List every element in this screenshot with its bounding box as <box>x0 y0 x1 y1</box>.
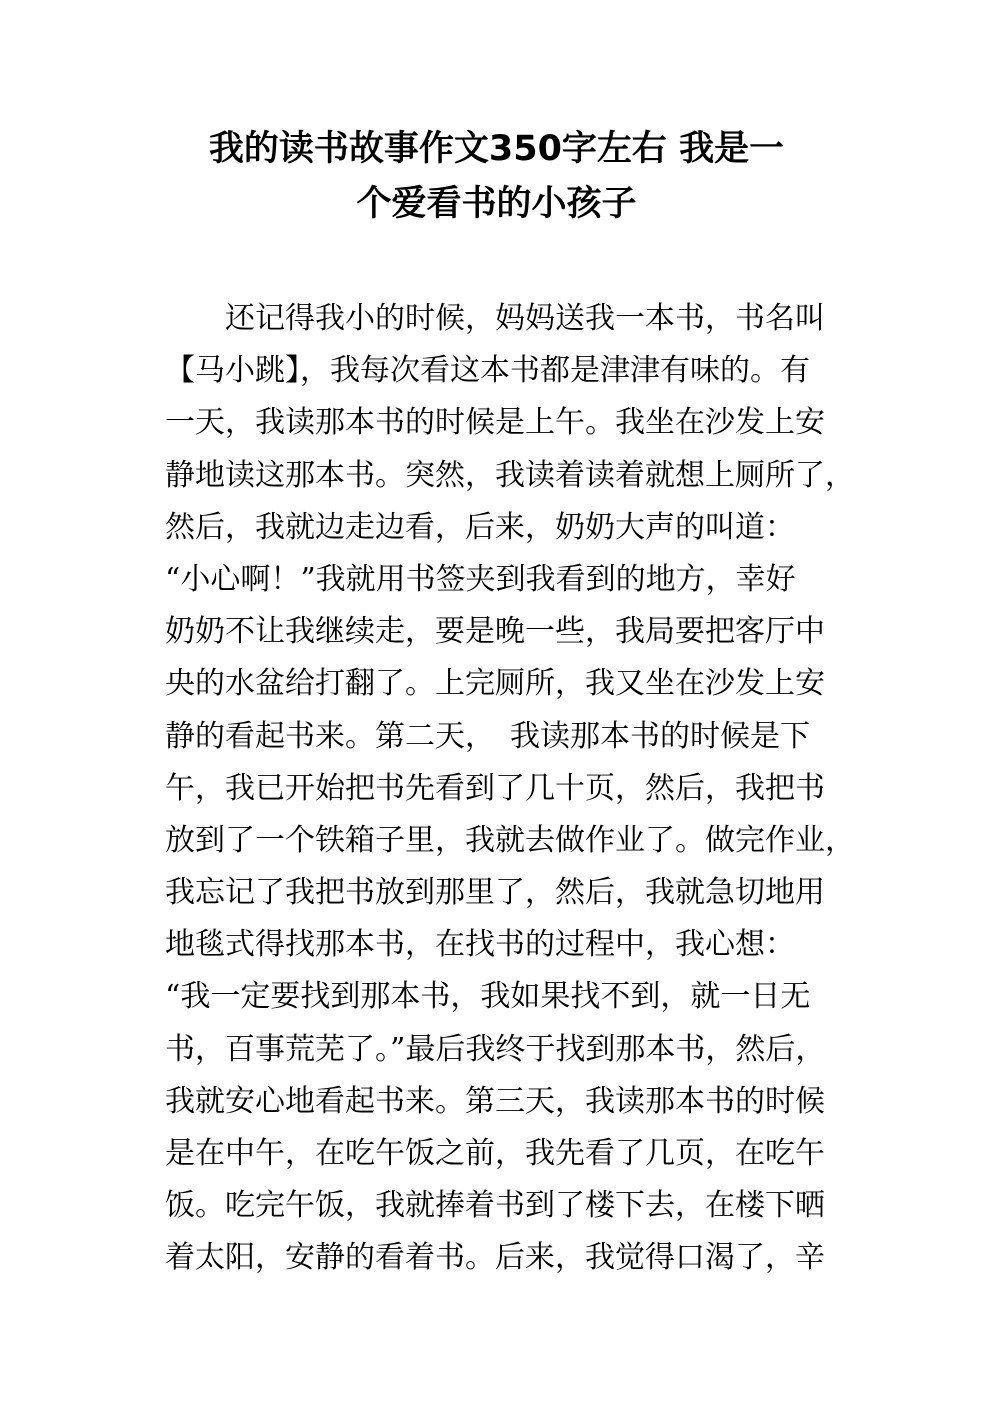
body-line: 着太阳，安静的看着书。后来，我觉得口渴了，辛 <box>165 1240 825 1276</box>
body-line: 静地读这那本书。突然，我读着读着就想上厕所了， <box>165 457 855 493</box>
title-line-1: 我的读书故事作文350字左右 我是一 <box>208 129 785 169</box>
body-line: 静的看起书来。第二天， 我读那本书的时候是下 <box>165 718 810 754</box>
body-line: 还记得我小的时候，妈妈送我一本书，书名叫 <box>165 301 825 336</box>
body-line: 【马小跳】，我每次看这本书都是津津有味的。有 <box>165 353 810 389</box>
body-line: 奶奶不让我继续走，要是晚一些，我局要把客厅中 <box>165 614 825 650</box>
body-line: “我一定要找到那本书，我如果找不到，就一日无 <box>165 979 811 1015</box>
body-line: 是在中午，在吃午饭之前，我先看了几页，在吃午 <box>165 1136 825 1171</box>
document-title <box>120 122 873 232</box>
body-line: 我就安心地看起书来。第三天，我读那本书的时候 <box>165 1083 825 1119</box>
body-line: 我忘记了我把书放到那里了，然后，我就急切地用 <box>165 875 825 911</box>
body-line: 午，我已开始把书先看到了几十页，然后，我把书 <box>165 770 825 806</box>
body-line: 饭。吃完午饭，我就捧着书到了楼下去，在楼下晒 <box>165 1188 825 1224</box>
title-line-2: 个爱看书的小孩子 <box>356 184 637 224</box>
body-line: “小心啊！”我就用书签夹到我看到的地方，幸好 <box>165 561 796 597</box>
body-line: 央的水盆给打翻了。上完厕所，我又坐在沙发上安 <box>165 666 825 702</box>
body-line: 书，百事荒芜了。”最后我终于找到那本书，然后， <box>165 1031 826 1067</box>
body-line: 然后，我就边走边看，后来，奶奶大声的叫道： <box>165 509 795 545</box>
body-line: 地毯式得找那本书，在找书的过程中，我心想： <box>165 927 795 963</box>
body-line: 放到了一个铁箱子里，我就去做作业了。做完作业， <box>165 822 855 858</box>
body-line: 一天，我读那本书的时候是上午。我坐在沙发上安 <box>165 405 825 441</box>
essay-body <box>165 293 855 1285</box>
